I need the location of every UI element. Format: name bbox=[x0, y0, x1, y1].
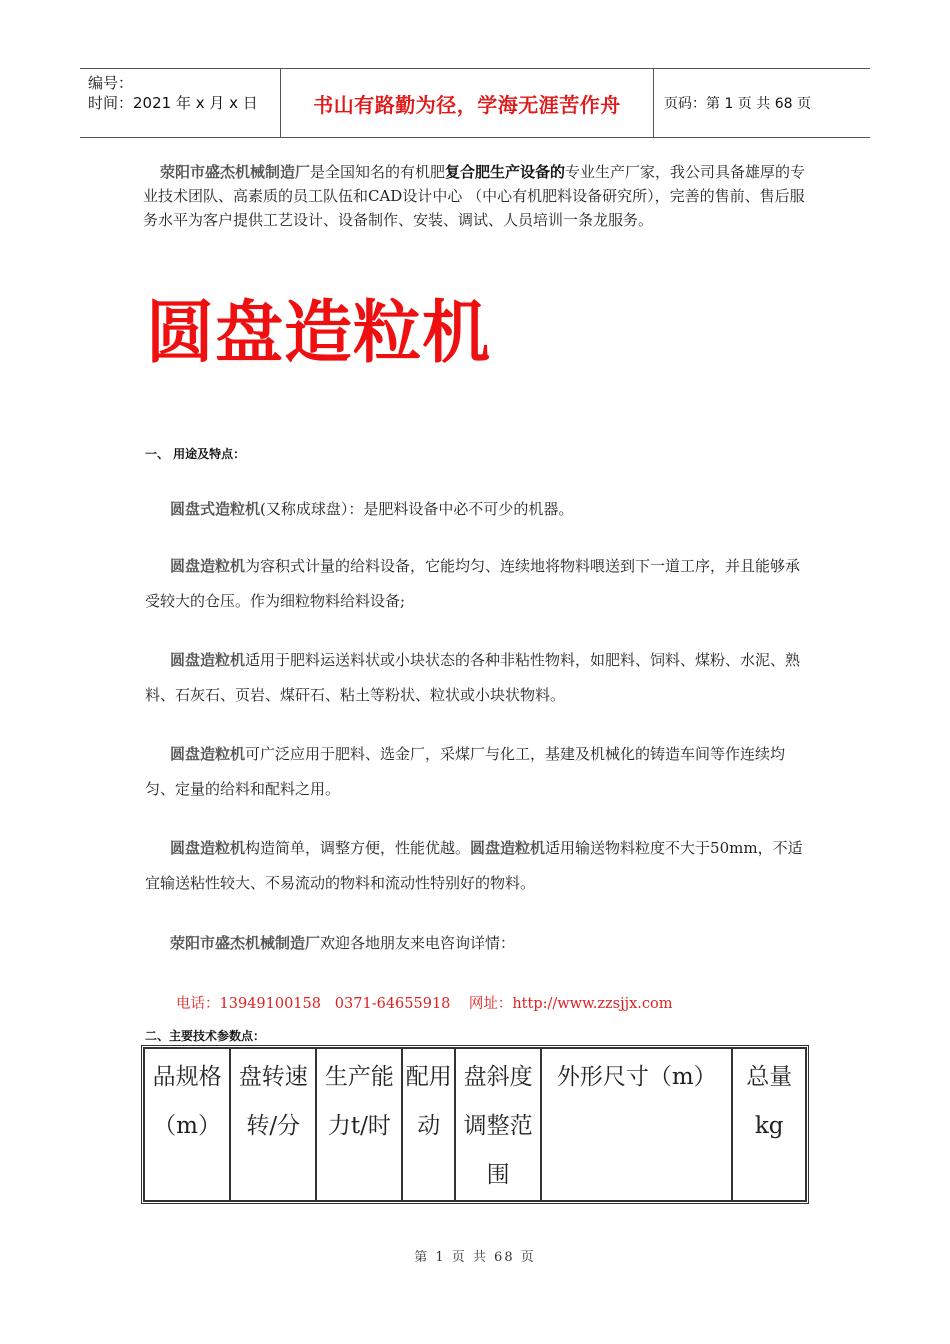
table-header-cell: 外形尺寸（m） bbox=[541, 1048, 732, 1201]
paragraph-lead: 荥阳市盛杰机械制造厂 bbox=[170, 934, 321, 952]
intro-highlight: 复合肥生产设备的 bbox=[445, 163, 566, 181]
table-header-cell: 品规格（m） bbox=[144, 1048, 230, 1201]
document-number-label: 编号： bbox=[88, 74, 134, 92]
paragraph-text: (又称成球盘）：是肥料设备中必不可少的机器。 bbox=[260, 500, 574, 518]
table-header-cell: 配用动 bbox=[402, 1048, 455, 1201]
table-header-cell: 生产能力t/时 bbox=[316, 1048, 402, 1201]
intro-paragraph bbox=[143, 160, 815, 232]
intro-text-2: 专业生产厂家，我公司具备雄厚的专业技术团队、高素质的员工队伍和CAD设计中心 （中心有机肥料设备研究所），完善的售前、售后服务水平为客户提供工艺设计、设备制作、安装、调试、人员培训一条龙服务。 bbox=[143, 163, 806, 229]
paragraph-text: 构造简单，调整方便，性能优越。 bbox=[245, 839, 471, 857]
paragraph-lead: 圆盘式造粒机 bbox=[170, 500, 261, 518]
paragraph-4 bbox=[145, 737, 810, 807]
paragraph-2 bbox=[145, 549, 810, 619]
intro-text-1: 是全国知名的有机肥 bbox=[310, 163, 446, 181]
paragraph-6 bbox=[145, 926, 810, 961]
paragraph-3 bbox=[145, 643, 810, 713]
table-header-cell: 盘转速转/分 bbox=[230, 1048, 316, 1201]
paragraph-lead: 圆盘造粒机 bbox=[170, 557, 246, 575]
product-title: 圆盘造粒机 bbox=[146, 294, 492, 373]
paragraph-lead: 圆盘造粒机 bbox=[170, 745, 246, 763]
header-page-info: 页码：第 1 页 共 68 页 bbox=[664, 96, 811, 112]
document-time-label: 时间：2021 年 x 月 x 日 bbox=[88, 94, 258, 112]
header-meta-cell bbox=[80, 69, 281, 137]
page-footer: 第 1 页 共 68 页 bbox=[414, 1250, 536, 1265]
paragraph-lead-2: 圆盘造粒机 bbox=[470, 839, 546, 857]
paragraph-text: 欢迎各地朋友来电咨询详情： bbox=[320, 934, 516, 952]
paragraph-lead: 圆盘造粒机 bbox=[170, 651, 246, 669]
section-1-heading: 一、 用途及特点： bbox=[145, 447, 246, 461]
paragraph-5 bbox=[145, 831, 810, 901]
paragraph-text: 适用于肥料运送料状或小块状态的各种非粘性物料，如肥料、饲料、煤粉、水泥、熟料、石灰石、页岩、煤矸石、粘土等粉状、粒状或小块状物料。 bbox=[145, 651, 801, 704]
table-header-cell: 盘斜度调整范围 bbox=[455, 1048, 541, 1201]
intro-company: 荥阳市盛杰机械制造厂 bbox=[160, 163, 311, 181]
header-motto: 书山有路勤为径，学海无涯苦作舟 bbox=[281, 69, 654, 137]
paragraph-text: 可广泛应用于肥料、选金厂，采煤厂与化工，基建及机械化的铸造车间等作连续均匀、定量的给料和配料之用。 bbox=[145, 745, 786, 798]
contact-line: 电话：13949100158 0371-64655918 网址：http://www.zzsjjx.com bbox=[176, 996, 673, 1012]
table-header-cell: 总量kg bbox=[732, 1048, 806, 1201]
table-header-row bbox=[144, 1048, 806, 1201]
paragraph-lead: 圆盘造粒机 bbox=[170, 839, 246, 857]
paragraph-text: 为容积式计量的给料设备，它能均匀、连续地将物料喂送到下一道工序，并且能够承受较大的仓压。作为细粒物料给料设备; bbox=[145, 557, 801, 610]
document-header bbox=[80, 68, 870, 138]
paragraph-text-2: 适用输送物料粒度不大于50mm，不适宜输送粘性较大、不易流动的物料和流动性特别好的物料。 bbox=[145, 839, 803, 892]
spec-table bbox=[141, 1045, 809, 1204]
paragraph-1 bbox=[145, 492, 810, 527]
section-2-heading: 二、主要技术参数点： bbox=[145, 1029, 266, 1043]
